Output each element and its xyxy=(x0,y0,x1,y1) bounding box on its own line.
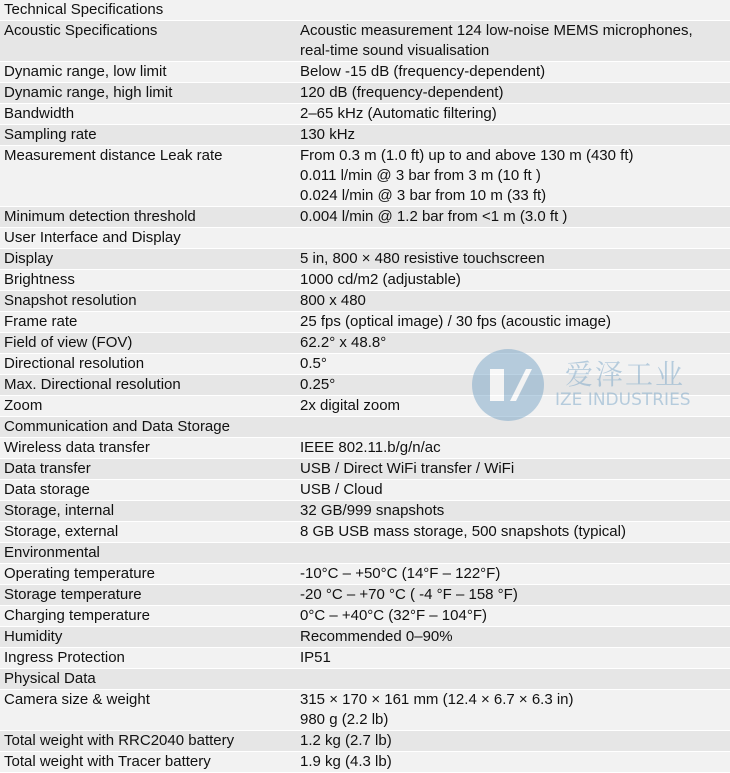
spec-value-line: Recommended 0–90% xyxy=(300,628,453,645)
spec-label: Physical Data xyxy=(0,669,296,690)
spec-value xyxy=(296,669,730,690)
spec-value-line: 0.004 l/min @ 1.2 bar from <1 m (3.0 ft ) xyxy=(300,208,568,225)
spec-value-line: Acoustic measurement 124 low-noise MEMS microphones, xyxy=(300,22,693,39)
spec-label: Data storage xyxy=(0,480,296,501)
table-row xyxy=(0,228,730,249)
spec-value-line: From 0.3 m (1.0 ft) up to and above 130 m (430 ft) xyxy=(300,147,634,164)
spec-label: Acoustic Specifications xyxy=(0,21,296,62)
spec-value xyxy=(296,417,730,438)
table-row xyxy=(0,125,730,146)
spec-value xyxy=(296,375,730,396)
spec-label: Minimum detection threshold xyxy=(0,207,296,228)
spec-label: Humidity xyxy=(0,627,296,648)
table-row xyxy=(0,207,730,228)
spec-value-line: IEEE 802.11.b/g/n/ac xyxy=(300,439,441,456)
spec-value xyxy=(296,438,730,459)
table-row xyxy=(0,83,730,104)
table-row xyxy=(0,501,730,522)
spec-value-line: USB / Direct WiFi transfer / WiFi xyxy=(300,460,515,477)
watermark-english-text: IZE INDUSTRIES xyxy=(555,390,691,410)
spec-value xyxy=(296,249,730,270)
spec-value-line: -20 °C – +70 °C ( -4 °F – 158 °F) xyxy=(300,586,518,603)
spec-value-line: 0.011 l/min @ 3 bar from 3 m (10 ft ) xyxy=(300,167,541,184)
table-row xyxy=(0,564,730,585)
spec-value-line: 2x digital zoom xyxy=(300,397,401,414)
spec-value xyxy=(296,228,730,249)
spec-value-line: 0.024 l/min @ 3 bar from 10 m (33 ft) xyxy=(300,187,547,204)
spec-value-line: 130 kHz xyxy=(300,126,356,143)
table-row xyxy=(0,104,730,125)
table-row xyxy=(0,438,730,459)
table-row xyxy=(0,522,730,543)
spec-value xyxy=(296,312,730,333)
table-row xyxy=(0,752,730,773)
table-row xyxy=(0,606,730,627)
spec-value-line: real-time sound visualisation xyxy=(300,42,490,59)
spec-label: Communication and Data Storage xyxy=(0,417,296,438)
spec-value-line: 1.9 kg (4.3 lb) xyxy=(300,753,392,770)
table-row xyxy=(0,21,730,62)
spec-value xyxy=(296,606,730,627)
table-row xyxy=(0,585,730,606)
table-row xyxy=(0,480,730,501)
spec-label: Storage, internal xyxy=(0,501,296,522)
table-row xyxy=(0,312,730,333)
table-row xyxy=(0,543,730,564)
spec-value xyxy=(296,501,730,522)
spec-label: Field of view (FOV) xyxy=(0,333,296,354)
spec-label: Frame rate xyxy=(0,312,296,333)
spec-label: Brightness xyxy=(0,270,296,291)
spec-label: Storage temperature xyxy=(0,585,296,606)
spec-label: Snapshot resolution xyxy=(0,291,296,312)
spec-value-line: 25 fps (optical image) / 30 fps (acoustic image) xyxy=(300,313,611,330)
spec-value-line: -10°C – +50°C (14°F – 122°F) xyxy=(300,565,501,582)
spec-value xyxy=(296,731,730,752)
spec-value xyxy=(296,564,730,585)
spec-value xyxy=(296,752,730,773)
spec-value xyxy=(296,0,730,21)
spec-value-line: Below -15 dB (frequency-dependent) xyxy=(300,63,546,80)
spec-label: Total weight with Tracer battery xyxy=(0,752,296,773)
spec-value-line: 0.5° xyxy=(300,355,327,372)
table-row xyxy=(0,62,730,83)
table-row xyxy=(0,417,730,438)
spec-value xyxy=(296,585,730,606)
spec-label: Data transfer xyxy=(0,459,296,480)
spec-label: Dynamic range, low limit xyxy=(0,62,296,83)
spec-value xyxy=(296,207,730,228)
spec-label: Zoom xyxy=(0,396,296,417)
spec-label: Wireless data transfer xyxy=(0,438,296,459)
spec-value-line: 1.2 kg (2.7 lb) xyxy=(300,732,392,749)
table-row xyxy=(0,669,730,690)
table-row xyxy=(0,690,730,731)
spec-label: Storage, external xyxy=(0,522,296,543)
spec-label: Dynamic range, high limit xyxy=(0,83,296,104)
spec-value xyxy=(296,354,730,375)
spec-value xyxy=(296,690,730,731)
table-row xyxy=(0,333,730,354)
spec-value-line: 315 × 170 × 161 mm (12.4 × 6.7 × 6.3 in) xyxy=(300,691,574,708)
spec-value-line: 2–65 kHz (Automatic filtering) xyxy=(300,105,497,122)
spec-value xyxy=(296,270,730,291)
spec-value xyxy=(296,62,730,83)
spec-value-line: IP51 xyxy=(300,649,331,666)
spec-value-line: 62.2° x 48.8° xyxy=(300,334,387,351)
spec-value-line: 5 in, 800 × 480 resistive touchscreen xyxy=(300,250,545,267)
spec-label: Camera size & weight xyxy=(0,690,296,731)
spec-value xyxy=(296,21,730,62)
spec-label: Operating temperature xyxy=(0,564,296,585)
spec-label: User Interface and Display xyxy=(0,228,296,249)
spec-label: Max. Directional resolution xyxy=(0,375,296,396)
spec-value xyxy=(296,333,730,354)
spec-value xyxy=(296,146,730,207)
spec-value-line: 800 x 480 xyxy=(300,292,366,309)
table-row xyxy=(0,627,730,648)
spec-value xyxy=(296,459,730,480)
table-row xyxy=(0,459,730,480)
spec-value xyxy=(296,522,730,543)
spec-label: Directional resolution xyxy=(0,354,296,375)
spec-label: Ingress Protection xyxy=(0,648,296,669)
spec-value-line: 120 dB (frequency-dependent) xyxy=(300,84,504,101)
spec-label: Charging temperature xyxy=(0,606,296,627)
spec-value-line: 1000 cd/m2 (adjustable) xyxy=(300,271,461,288)
spec-label: Sampling rate xyxy=(0,125,296,146)
watermark-chinese-text: 爱泽工业 xyxy=(565,358,686,391)
spec-value xyxy=(296,291,730,312)
spec-value-line: USB / Cloud xyxy=(300,481,383,498)
spec-value-line: 0°C – +40°C (32°F – 104°F) xyxy=(300,607,487,624)
spec-label: Bandwidth xyxy=(0,104,296,125)
spec-value xyxy=(296,627,730,648)
table-row xyxy=(0,396,730,417)
spec-value xyxy=(296,396,730,417)
table-row xyxy=(0,731,730,752)
table-row xyxy=(0,648,730,669)
spec-label: Technical Specifications xyxy=(0,0,296,21)
table-row xyxy=(0,0,730,21)
spec-value-line: 0.25° xyxy=(300,376,336,393)
spec-value xyxy=(296,125,730,146)
table-row xyxy=(0,375,730,396)
table-row xyxy=(0,270,730,291)
spec-value-line: 980 g (2.2 lb) xyxy=(300,711,389,728)
table-row xyxy=(0,291,730,312)
spec-label: Measurement distance Leak rate xyxy=(0,146,296,207)
spec-label: Total weight with RRC2040 battery xyxy=(0,731,296,752)
spec-value xyxy=(296,480,730,501)
table-row xyxy=(0,146,730,207)
spec-label: Environmental xyxy=(0,543,296,564)
table-row xyxy=(0,249,730,270)
spec-value xyxy=(296,543,730,564)
spec-value-line: 8 GB USB mass storage, 500 snapshots (typical) xyxy=(300,523,626,540)
spec-value xyxy=(296,648,730,669)
spec-label: Display xyxy=(0,249,296,270)
spec-value-line: 32 GB/999 snapshots xyxy=(300,502,445,519)
spec-value xyxy=(296,83,730,104)
table-row xyxy=(0,354,730,375)
spec-value xyxy=(296,104,730,125)
